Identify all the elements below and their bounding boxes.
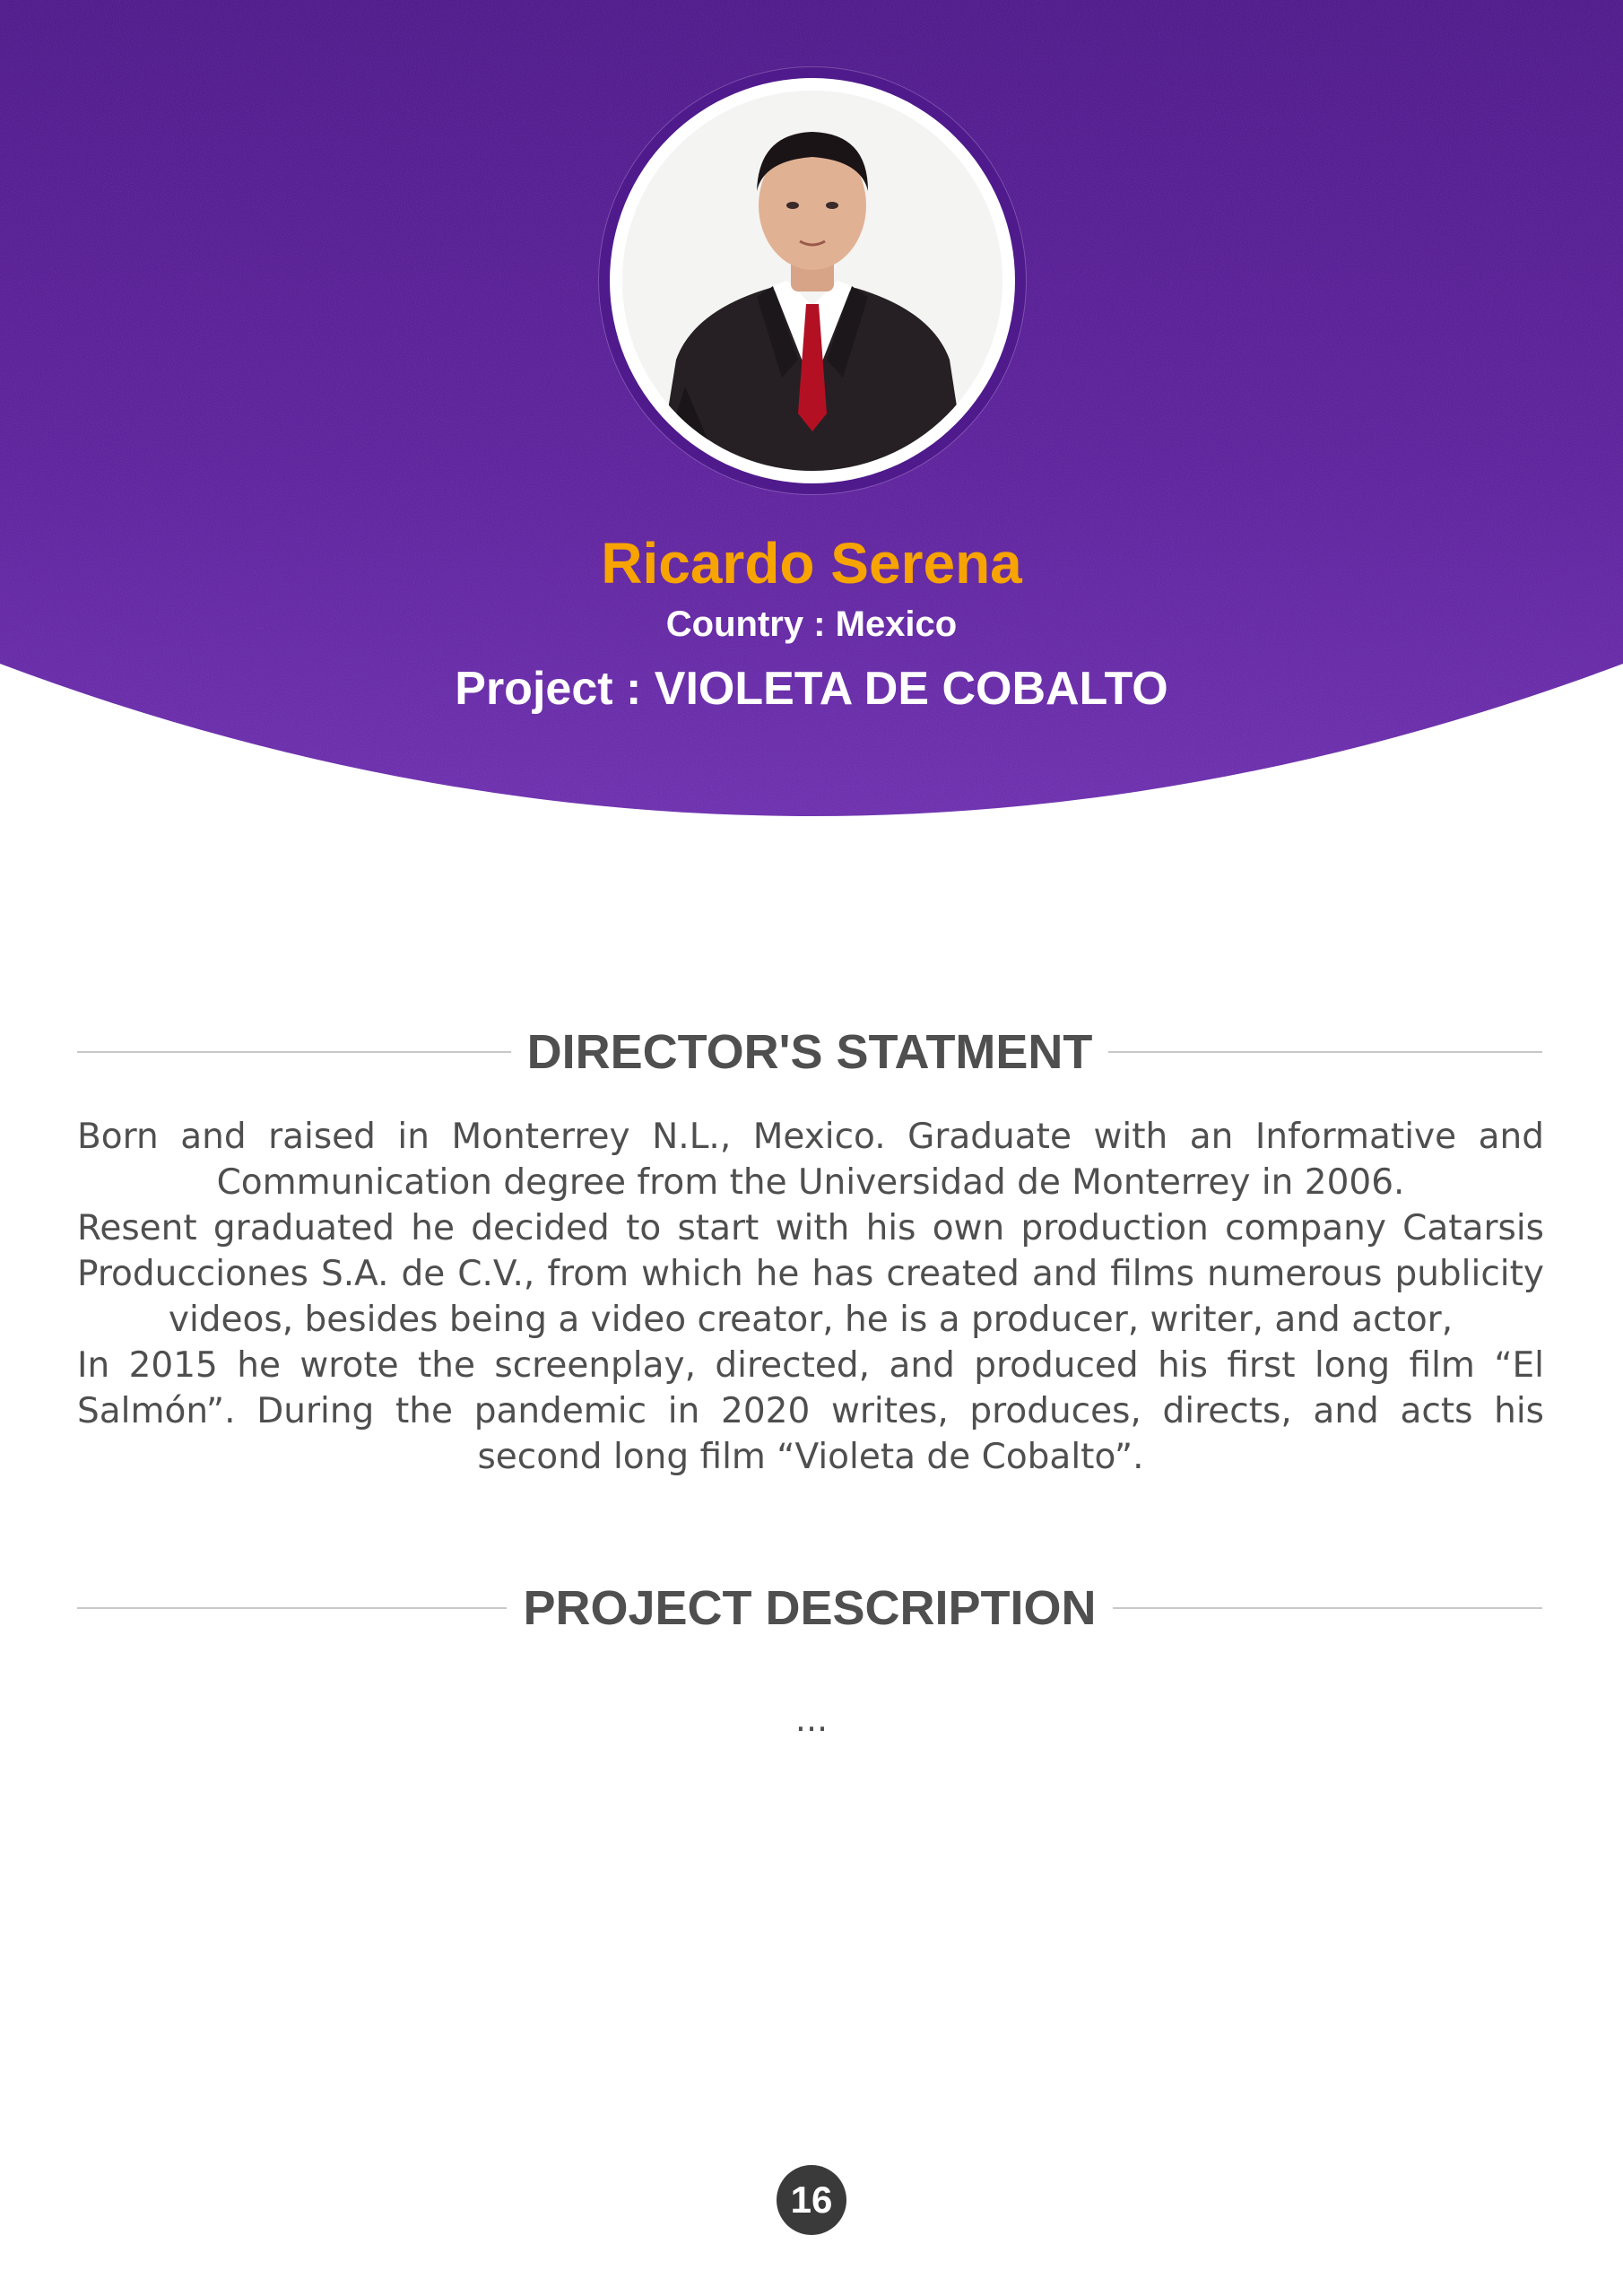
description-title: PROJECT DESCRIPTION	[523, 1581, 1097, 1635]
heading-rule-right	[1108, 1051, 1542, 1053]
statement-title: DIRECTOR'S STATMENT	[526, 1025, 1093, 1079]
director-photo	[622, 91, 1002, 471]
statement-paragraph: Resent graduated he decided to start with his own production company Catarsis Producciones S.A. de C.V., from which he has created and films numerous publicity videos, besides being a video creator, he is a producer, writer, and actor,	[77, 1208, 1544, 1340]
description-heading	[77, 1581, 1542, 1635]
description-body: ...	[794, 1700, 829, 1739]
director-portrait	[599, 67, 1026, 494]
heading-rule-left	[77, 1607, 507, 1609]
director-country: Country : Mexico	[665, 604, 958, 644]
director-name: Ricardo Serena	[601, 531, 1022, 596]
heading-rule-left	[77, 1051, 511, 1053]
statement-paragraph: In 2015 he wrote the screenplay, directed, and produced his first long film “El Salmón”. During the pandemic in 2020 writes, produces, directs, and acts his second long film “Violeta de Cobalto”.	[77, 1345, 1544, 1477]
photo-illustration	[622, 91, 1002, 471]
statement-body	[77, 1114, 1544, 1480]
portrait-ring	[610, 78, 1015, 483]
statement-heading	[77, 1025, 1542, 1079]
statement-paragraph: Born and raised in Monterrey N.L., Mexico. Graduate with an Informative and Communication degree from the Universidad de Monterrey in 2006.	[77, 1117, 1544, 1203]
project-title: Project : VIOLETA DE COBALTO	[455, 663, 1168, 715]
heading-rule-right	[1113, 1607, 1542, 1609]
page-number: 16	[777, 2165, 846, 2235]
